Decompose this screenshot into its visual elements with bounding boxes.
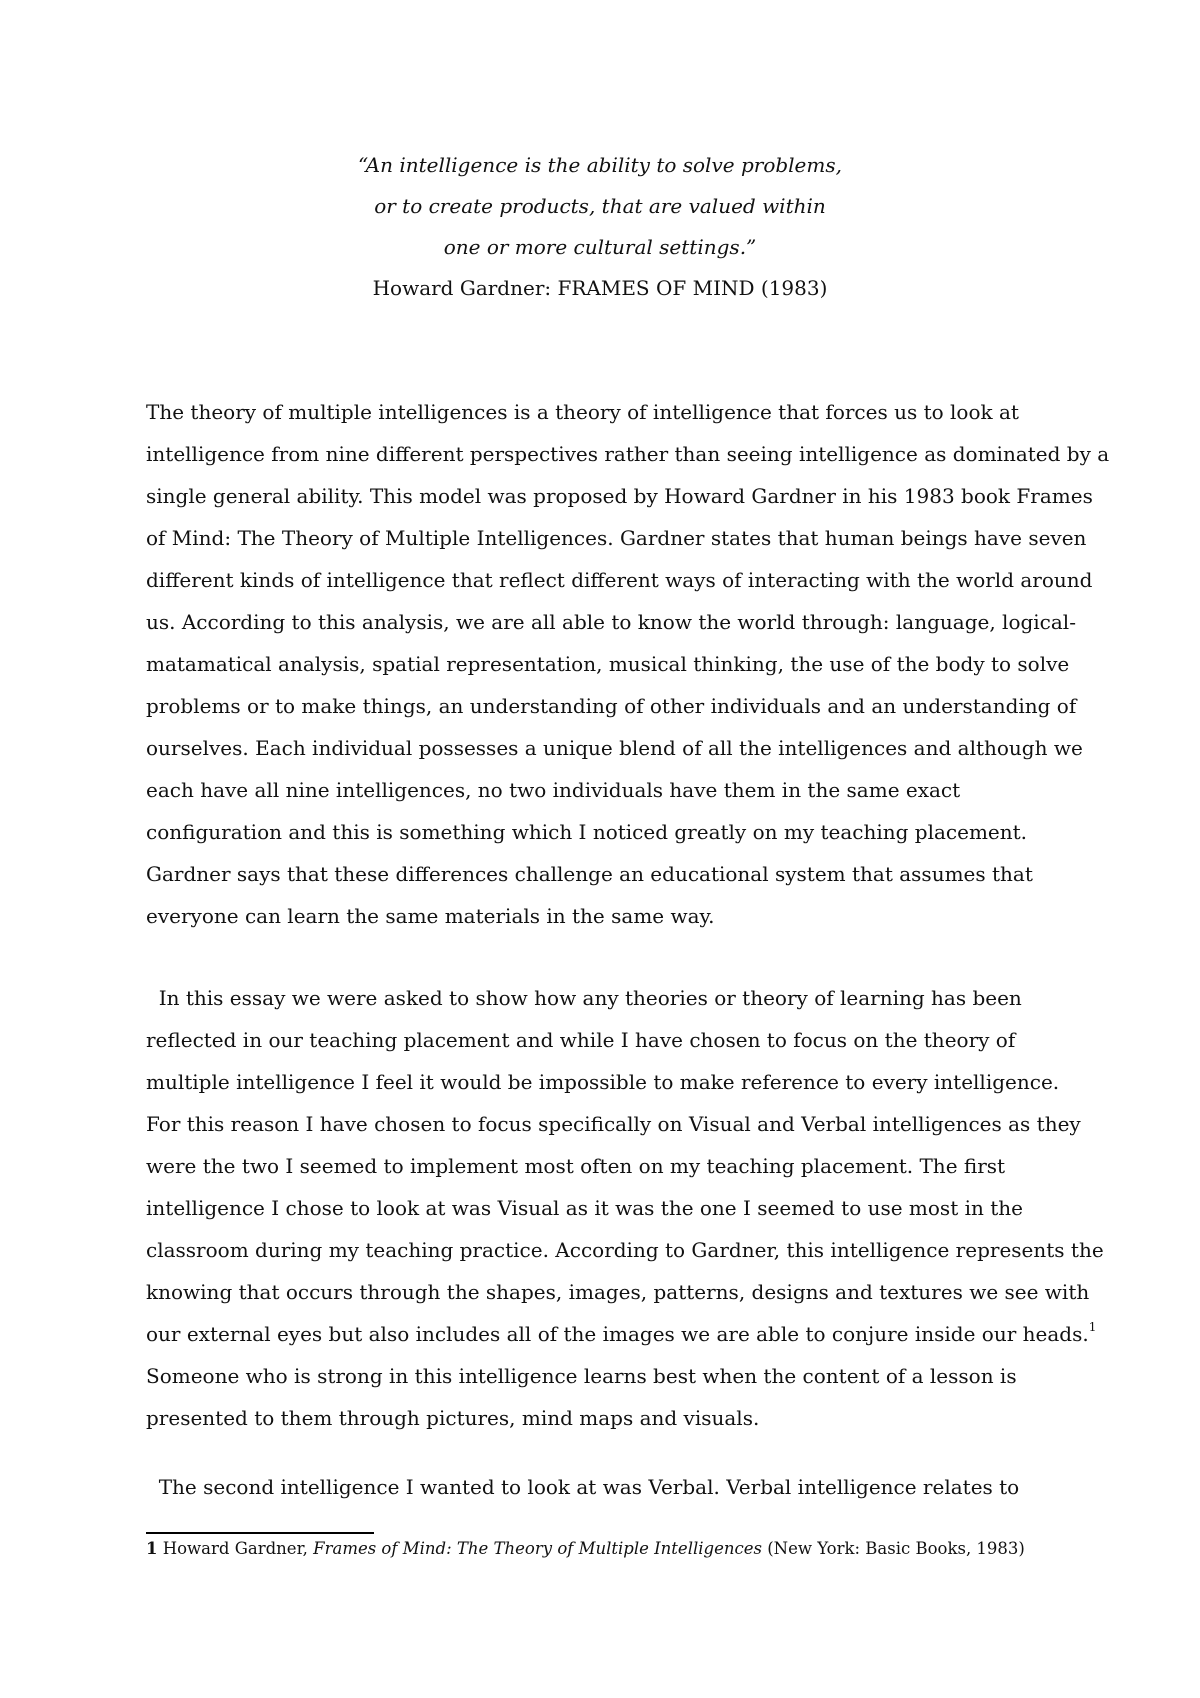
epigraph [0,145,1200,309]
paragraph-line: Gardner says that these differences challenge an educational system that assumes that [146,862,1033,886]
footnote-reference[interactable]: 1 [1088,1320,1097,1334]
paragraph-line: reflected in our teaching placement and while I have chosen to focus on the theory of [146,1028,1016,1052]
footnote-number: 1 [146,1539,158,1558]
paragraph-line: everyone can learn the same materials in the same way. [146,904,715,928]
paragraph-line: intelligence from nine different perspectives rather than seeing intelligence as dominated by a [146,442,1110,466]
paragraph-intro [146,391,1110,937]
paragraph-line: problems or to make things, an understanding of other individuals and an understanding of [146,694,1077,718]
paragraph-line: us. According to this analysis, we are all able to know the world through: language, logical- [146,610,1076,634]
paragraph-line: different kinds of intelligence that reflect different ways of interacting with the world around [146,568,1093,592]
paragraph-line: Someone who is strong in this intelligence learns best when the content of a lesson is [146,1364,1017,1388]
paragraph-essay-focus [146,977,1104,1439]
paragraph-line: each have all nine intelligences, no two individuals have them in the same exact [146,778,961,802]
paragraph-line: classroom during my teaching practice. According to Gardner, this intelligence represents the [146,1238,1104,1262]
paragraph-line-with-footnote [146,1313,1097,1355]
footnote-title: Frames of Mind: The Theory of Multiple Intelligences [313,1539,762,1558]
paragraph-line: For this reason I have chosen to focus specifically on Visual and Verbal intelligences as they [146,1112,1081,1136]
paragraph-line: intelligence I chose to look at was Visual as it was the one I seemed to use most in the [146,1196,1023,1220]
paragraph-line: In this essay we were asked to show how any theories or theory of learning has been [146,986,1022,1010]
footnote-author: Howard Gardner, [157,1539,314,1558]
paragraph-line: single general ability. This model was proposed by Howard Gardner in his 1983 book Frames [146,484,1093,508]
footnote [146,1537,1106,1561]
paragraph-line: were the two I seemed to implement most often on my teaching placement. The first [146,1154,1006,1178]
paragraph-line-text: our external eyes but also includes all of the images we are able to conjure inside our heads. [146,1322,1089,1346]
epigraph-quote-line: one or more cultural settings.” [443,235,757,259]
paragraph-line: multiple intelligence I feel it would be impossible to make reference to every intelligence. [146,1070,1060,1094]
paragraph-line: knowing that occurs through the shapes, images, patterns, designs and textures we see with [146,1280,1090,1304]
footnote-separator [146,1532,374,1534]
paragraph-line: matamatical analysis, spatial representation, musical thinking, the use of the body to solve [146,652,1070,676]
footnote-publication: (New York: Basic Books, 1983) [761,1539,1025,1558]
paragraph-line: of Mind: The Theory of Multiple Intelligences. Gardner states that human beings have seven [146,526,1087,550]
epigraph-attribution: Howard Gardner: FRAMES OF MIND (1983) [372,276,828,300]
epigraph-quote-line: or to create products, that are valued within [374,194,826,218]
paragraph-verbal [146,1466,1066,1508]
paragraph-line: The second intelligence I wanted to look at was Verbal. Verbal intelligence relates to [146,1475,1020,1499]
paragraph-line: configuration and this is something which I noticed greatly on my teaching placement. [146,820,1028,844]
paragraph-line: ourselves. Each individual possesses a unique blend of all the intelligences and although we [146,736,1083,760]
epigraph-quote-line: “An intelligence is the ability to solve problems, [358,153,842,177]
paragraph-line: presented to them through pictures, mind maps and visuals. [146,1406,760,1430]
paragraph-line: The theory of multiple intelligences is a theory of intelligence that forces us to look at [146,400,1019,424]
